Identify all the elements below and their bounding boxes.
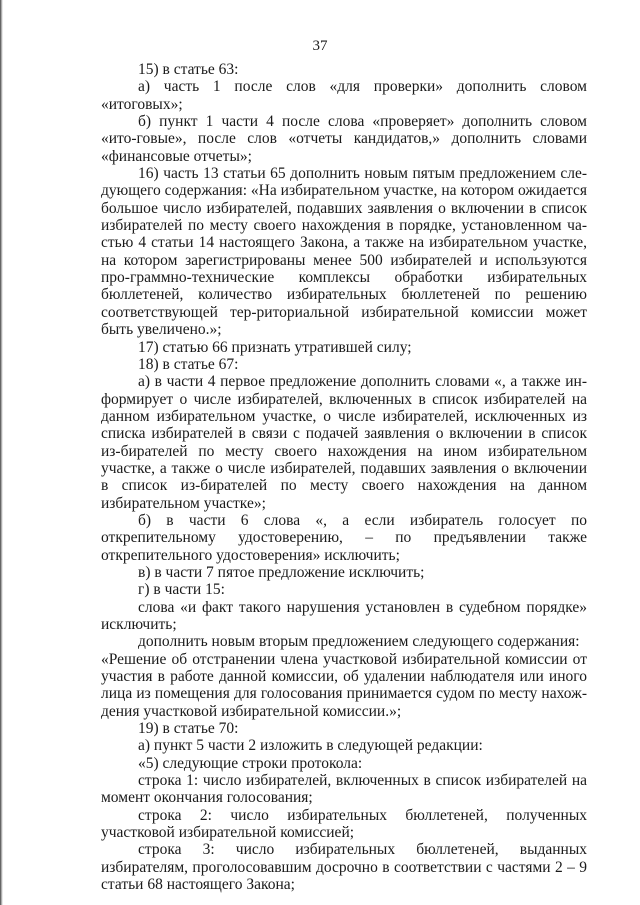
paragraph: «Решение об отстранении члена участковой избирательной комиссии от участия в работе данной комиссии, об удалении наблюдателя или иного лица из помещения для голосования принимается судом по месту нахож-дения участковой избирательной комиссии.»; xyxy=(101,650,587,720)
paragraph: г) в части 15: xyxy=(138,581,225,599)
page-number: 37 xyxy=(312,38,328,54)
paragraph: 16) часть 13 статьи 65 дополнить новым пятым предложением сле-дующего содержания: «На избирательном участке, на котором ожидается большое число избирателей, подавших заявления о включении в список избирателей по месту своего нахождения в порядке, установленном ча-стью 4 статьи 14 настоящего Закона, а также на избирательном участке, на котором зарегистрированы менее 500 избирателей и используются про-граммно-технические комплексы обработки избирательных бюллетеней, количество избирательных бюллетеней по решению соответствующей тер-риториальной избирательной комиссии может быть увеличено.»; xyxy=(101,165,587,339)
paragraph: «5) следующие строки протокола: xyxy=(138,754,363,772)
paragraph: 19) в статье 70: xyxy=(138,720,239,738)
paragraph: слова «и факт такого нарушения установлен в судебном порядке» исключить; xyxy=(101,598,587,633)
paragraph: б) пункт 1 части 4 после слова «проверяет» дополнить словом «ито-говые», после слов «отчеты кандидатов,» дополнить словами «финансовые отчеты»; xyxy=(101,113,587,165)
paragraph: 18) в статье 67: xyxy=(138,355,239,373)
document-body xyxy=(101,61,587,894)
paragraph: в) в части 7 пятое предложение исключить; xyxy=(138,563,425,581)
paragraph: а) пункт 5 части 2 изложить в следующей редакции: xyxy=(138,737,483,755)
paragraph: 15) в статье 63: xyxy=(138,61,239,78)
paragraph: а) часть 1 после слов «для проверки» дополнить словом «итоговых»; xyxy=(101,78,587,113)
paragraph: а) в части 4 первое предложение дополнить словами «, а также ин-формирует о числе избирателей, включенных в список избирателей на данном избирательном участке, о числе избирателей, исключенных из списка избирателей в связи с подачей заявления о включении в список из-бирателей по месту своего нахождения на ином избирательном участке, а также о числе избирателей, подавших заявления о включении в список из-бирателей по месту своего нахождения на данном избирательном участке»; xyxy=(101,373,587,512)
paragraph: строка 2: число избирательных бюллетеней, полученных участковой избирательной комиссией; xyxy=(101,806,587,842)
scan-edge xyxy=(0,0,3,905)
paragraph: 17) статью 66 признать утратившей силу; xyxy=(138,338,412,356)
paragraph: б) в части 6 слова «, а если избиратель голосует по открепительному удостоверению, – по предъявлении также открепительного удостоверения» исключить; xyxy=(101,511,587,564)
paragraph: строка 1: число избирателей, включенных в список избирателей на момент окончания голосования; xyxy=(101,772,587,807)
paragraph: дополнить новым вторым предложением следующего содержания: xyxy=(138,633,580,651)
paragraph: строка 3: число избирательных бюллетеней, выданных избирателям, проголосовавшим досрочно в соответствии с частями 2 – 9 статьи 68 настоящего Закона; xyxy=(101,841,587,894)
